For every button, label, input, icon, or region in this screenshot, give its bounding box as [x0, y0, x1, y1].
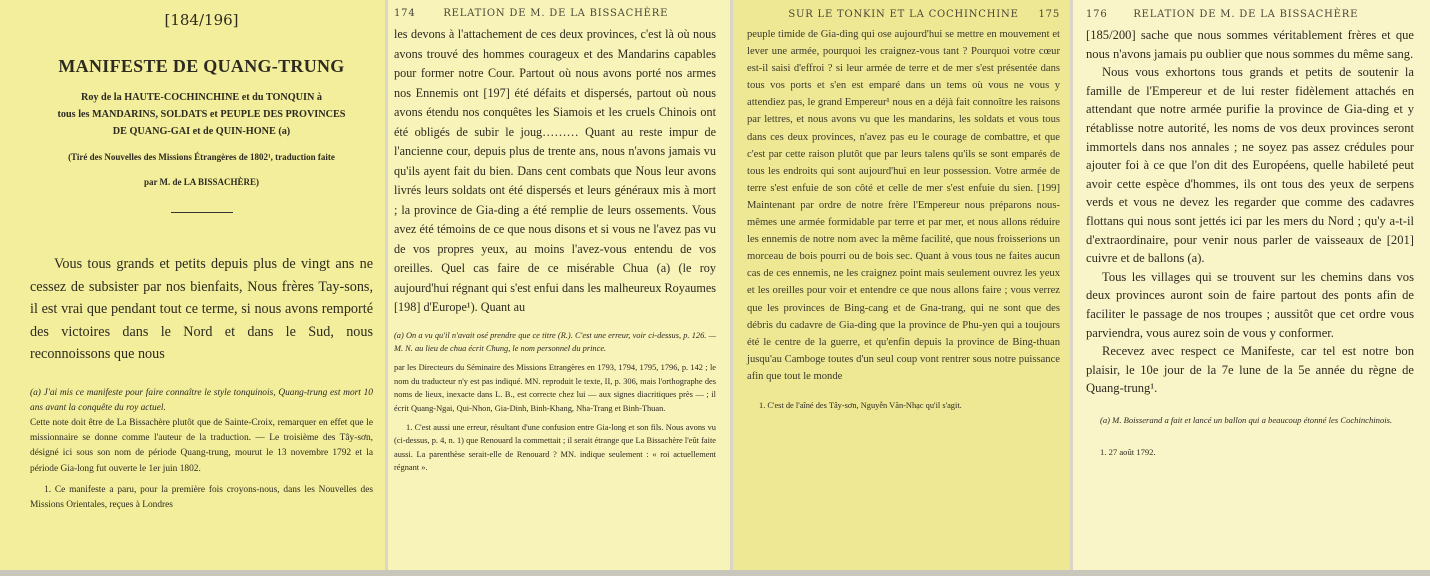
body-text: peuple timide de Gia-ding qui ose aujourd'hui se mettre en mouvement et lever une armée, pourquoi les craignez-vous tant ? Pourquoi votre cœur est-il saisi d'effroi ? si leur armée de terre et de mer s'est présentée dans tous vos ports et s'en est emparé dans un tems où vous ne vous y attendiez pas, le grand Empereur¹ nous en a déjà fait connoître les raisons par lettres, et nous avons vu que les mandarins, les soldats et vous tous dans ces deux provinces, n'avez pas eu le courage de combattre, et que c'est par cette raison plutôt que par leurs talens qu'ils se sont emparés de tous les endroits qui sont aujourd'hui en leur possession. Votre armée de terre s'est enfuie de son côté et celle de mer s'est enfuie du sien. [199] Maintenant par ordre de notre frère l'Empereur nous préparons nous-mêmes une armée formidable par terre et par mer, et nous allons réduire les ennemis de notre nom avec la même facilité, que nous froisserions un morceau de bois pourri ou de bois sec. Quant à vous tous ne faites aucun cas de ces ennemis, ne les craignez point mais seulement ouvrez les yeux et les oreilles pour voir et entendre ce que nous allons faire ; vous verrez que les provinces de Bing-cang et de Gna-trang, qui ne sont que des débris du cadavre de Gia-ding que la province de Phu-yen qui a toujours été le centre de la guerre, et qu'enfin depuis la province de Bing-thuan jusqu'au Camboge toutes d'un seul coup vont rentrer sous notre puissance afin que tout le monde — [747, 29, 1060, 382]
footnote-a: (a) J'ai mis ce manifeste pour faire connaître le style tonquinois, Quang-trung est mort 10 ans avant la conquête du roy actuel. — [30, 387, 373, 413]
footnote-1: 1. 27 août 1792. — [1100, 446, 1156, 457]
source-line-1: (Tiré des Nouvelles des Missions Étrangères de 1802¹, traduction faite — [68, 152, 335, 162]
body-text: Vous tous grands et petits depuis plus de vingt ans ne cessez de subsister par nos bienfaits, Nous frères Tay-sons, il est vrai que pendant tout ce terme, si nous avons remporté des victoires dans le Nord et dans le Sud, nous reconnoissons que nous — [30, 256, 373, 362]
paragraph-2: Nous vous exhortons tous grands et petits de soutenir la famille de l'Empereur et de lui rester fidèlement attachés en attendant que notre armée purifie la province de Gia-ding et y rétablisse notre autorité, les noms de vos deux provinces seront immortels dans nos annales ; ne soyez pas assez crédules pour ajouter foi à ce que l'on dit des Européens, quelle habileté peut avoir cette espèce d'hommes, ils ont tous des yeux de serpens verds et vous ne devez les regarder que comme des cadavres flottans qui nous sont jettés ici par les mers du Nord ; qu'y a-t-il d'extraordinaire, pour venir nous parler de vaisseaux de [201] cuivre et de ballons (a). — [1086, 65, 1414, 266]
page-number: 174 — [394, 8, 416, 19]
footnote-a: (a) On a vu qu'il n'avait osé prendre que ce titre (R.). C'est une erreur, voir ci-dessus, p. 126. — M. N. au lieu de chua écrit Chung, le nom personnel du prince. — [394, 330, 716, 353]
bottom-edge — [0, 570, 1430, 576]
page-184 — [0, 0, 385, 576]
running-header — [747, 9, 1060, 20]
page-176 — [1073, 0, 1430, 576]
body-text — [1086, 26, 1414, 398]
page-number: 175 — [1038, 9, 1060, 20]
page-174 — [388, 0, 730, 576]
page-175 — [733, 0, 1070, 576]
body-text: les devons à l'attachement de ces deux provinces, c'est là où nous avons trouvé des hommes courageux et des Mandarins capables pour former notre Cour. Partout où nous avons porté nos armes nos Ennemis ont [197] été défaits et dispersés, partout où nous avons étendu nos conquêtes les Siamois et les cruels Chinois ont été obligés de subir le joug……… Quant au reste impur de l'ancienne cour, depuis plus de trente ans, nous n'avons jamais vu qu'ils ayent fait du bien. Dans cent combats que Nous leur avons livrés leurs soldats ont été dispersés et leurs généraux mis à mort ; la province de Gia-ding a été remplie de leurs ossements. Vous avez été témoins de ce que nous disons et si vous ne l'avez pas vu de vos propres yeux, au moins l'avez-vous entendu de vos oreilles. Quel cas faire de ce misérable Chua (a) (le roy aujourd'hui régnant qui s'est enfui dans les malheureux Royaumes [198] d'Europe¹). Quant au — [394, 27, 716, 314]
page-number: [184/196] — [164, 11, 239, 29]
subtitle-line-1: Roy de la HAUTE-COCHINCHINE et du TONQUIN à — [80, 92, 323, 103]
subtitle-line-3: DE QUANG-GAI et de QUIN-HONE (a) — [112, 126, 291, 137]
running-title: SUR LE TONKIN ET LA COCHINCHINE — [788, 9, 1019, 20]
running-title: RELATION DE M. DE LA BISSACHÈRE — [1133, 9, 1359, 20]
page-number: 176 — [1086, 9, 1108, 20]
subtitle-line-2: tous les MANDARINS, SOLDATS et PEUPLE DES PROVINCES — [57, 109, 346, 120]
manifesto-title: MANIFESTE DE QUANG-TRUNG — [58, 56, 345, 76]
footnote-a: (a) M. Boisserand a fait et lancé un ballon qui a beaucoup étonné les Cochinchinois. — [1100, 414, 1393, 425]
paragraph-4: Recevez avec respect ce Manifeste, car tel est notre bon plaisir, le 10e jour de la 7e lune de la 5e année du règne de Quang-trung¹. — [1086, 344, 1414, 396]
source-line-2: par M. de LA BISSACHÈRE) — [143, 177, 260, 187]
footnote-continued: par les Directeurs du Séminaire des Missions Etrangères en 1793, 1794, 1795, 1796, p. 142 ; le nom du traducteur n'y est pas indiqué. MN. reproduit le texte, II, p. 306, mais l'orthographe des noms de lieux, inexacte dans L. B., est correcte chez lui — aux signes diacritiques près — ; il écrit Quang-Ngai, Qui-Nhon, Gia-Dinh, Binh-Khang, Nha-Trang et Binh-Thuan. — [394, 363, 716, 413]
footnote-1: 1. C'est de l'aîné des Tây-sơn, Nguyễn Văn-Nhạc qu'il s'agit. — [759, 400, 962, 410]
footnote-1: 1. Ce manifeste a paru, pour la première fois croyons-nous, dans les Nouvelles des Missions Orientales, reçues à Londres — [30, 484, 373, 510]
running-header — [394, 8, 716, 19]
footnote-1: 1. C'est aussi une erreur, résultant d'une confusion entre Gia-long et son fils. Nous avons vu (ci-dessus, p. 4, n. 1) que Renouard la commettait ; il serait étrange que La Bissachère l'eût faite aussi. La parenthèse serait-elle de Renouard ? MN. indique seulement : « roi actuellement régnant ». — [394, 422, 716, 473]
section-divider — [171, 212, 233, 213]
running-title: RELATION DE M. DE LA BISSACHÈRE — [443, 8, 669, 19]
running-header — [1086, 9, 1414, 20]
paragraph-3: Tous les villages qui se trouvent sur les chemins dans vos deux provinces auront soin de faire partout des ponts afin de faciliter le passage de nos troupes ; aussitôt que cet ordre vous parviendra, vous aurez soin de vous y conformer. — [1086, 269, 1414, 340]
paragraph-1: [185/200] sache que nous sommes véritablement frères et que nous n'avons jamais pu oublier que nous sommes du même sang. — [1086, 28, 1414, 61]
footnote-a-commentary: Cette note doit être de La Bissachère plutôt que de Sainte-Croix, remarquer en effet que le missionnaire se donne comme l'auteur de la traduction. — Le troisième des Tây-sơn, désigné ici sous son nom de période Quang-trung, mourut le 13 novembre 1792 et la période Gia-long fut ouverte le 1er juin 1802. — [30, 417, 373, 474]
